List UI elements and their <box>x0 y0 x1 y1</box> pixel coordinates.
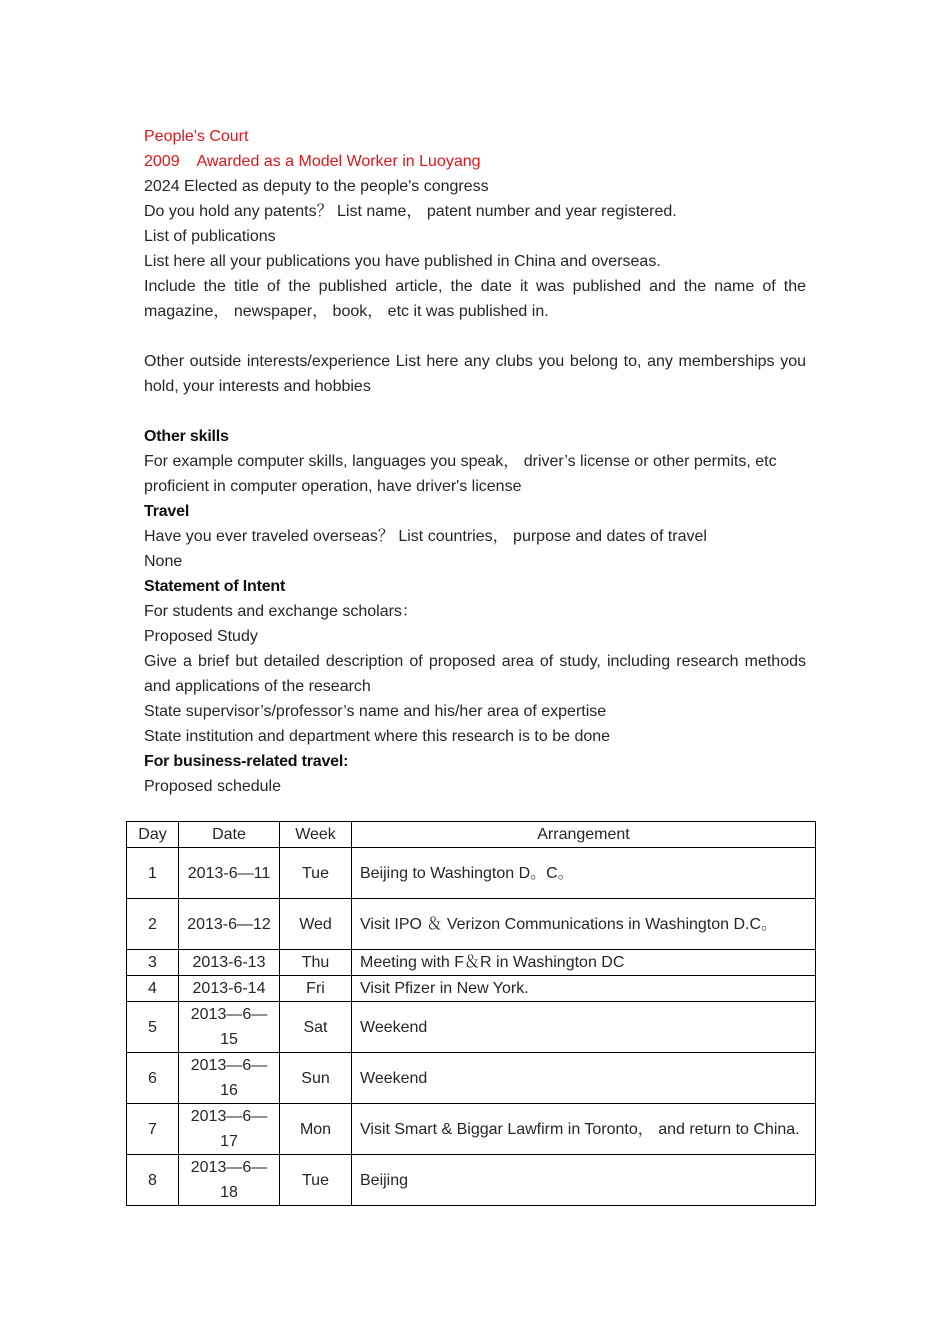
cell-week: Wed <box>280 899 352 950</box>
cell-week: Sun <box>280 1053 352 1104</box>
cell-date: 2013-6-13 <box>179 950 280 976</box>
institution-line: State institution and department where this research is to be done <box>144 728 611 745</box>
cell-day: 7 <box>127 1104 179 1155</box>
table-row <box>127 976 816 1002</box>
cell-arrangement: Beijing <box>352 1155 816 1206</box>
cell-date: 2013—6—16 <box>179 1053 280 1104</box>
cell-date: 2013—6—18 <box>179 1155 280 1206</box>
patents-question: Do you hold any patents？ List name， patent number and year registered. <box>144 203 677 220</box>
publications-heading: List of publications <box>144 228 276 245</box>
cell-arrangement: Beijing to Washington D。C。 <box>352 848 816 899</box>
intent-heading: Statement of Intent <box>144 578 286 595</box>
cell-arrangement: Visit IPO ＆ Verizon Communications in Washington D.C。 <box>352 899 816 950</box>
deputy-line: 2024 Elected as deputy to the people's congress <box>144 178 489 195</box>
skills-example: For example computer skills, languages you speak， driver’s license or other permits, etc <box>144 453 777 470</box>
skills-heading: Other skills <box>144 428 229 445</box>
document-body <box>144 124 811 799</box>
cell-day: 2 <box>127 899 179 950</box>
interests-paragraph: Other outside interests/experience List here any clubs you belong to, any memberships you hold, your interests and hobbies <box>144 353 811 395</box>
cell-week: Sat <box>280 1002 352 1053</box>
proposed-schedule: Proposed schedule <box>144 778 281 795</box>
cell-date: 2013-6—12 <box>179 899 280 950</box>
header-week: Week <box>280 822 352 848</box>
header-day: Day <box>127 822 179 848</box>
table-row <box>127 1053 816 1104</box>
cell-day: 3 <box>127 950 179 976</box>
intent-students: For students and exchange scholars： <box>144 603 418 620</box>
table-row <box>127 899 816 950</box>
cell-date: 2013—6—17 <box>179 1104 280 1155</box>
header-arrangement: Arrangement <box>352 822 816 848</box>
cell-day: 1 <box>127 848 179 899</box>
table-row <box>127 1104 816 1155</box>
cell-date: 2013-6-14 <box>179 976 280 1002</box>
table-row <box>127 950 816 976</box>
cell-arrangement: Visit Smart & Biggar Lawfirm in Toronto， and return to China. <box>352 1104 816 1155</box>
cell-day: 6 <box>127 1053 179 1104</box>
schedule-table <box>126 821 816 1206</box>
cell-week: Tue <box>280 1155 352 1206</box>
skills-answer: proficient in computer operation, have driver's license <box>144 478 522 495</box>
award-line: 2009 Awarded as a Model Worker in Luoyang <box>144 153 481 170</box>
cell-day: 5 <box>127 1002 179 1053</box>
proposed-study: Proposed Study <box>144 628 258 645</box>
table-row <box>127 1155 816 1206</box>
cell-date: 2013—6—15 <box>179 1002 280 1053</box>
cell-arrangement: Weekend <box>352 1053 816 1104</box>
cell-week: Tue <box>280 848 352 899</box>
cell-week: Fri <box>280 976 352 1002</box>
cell-week: Mon <box>280 1104 352 1155</box>
spacer <box>144 324 806 349</box>
publications-instruction: List here all your publications you have published in China and overseas. <box>144 253 661 270</box>
supervisor-line: State supervisor’s/professor’s name and his/her area of expertise <box>144 703 607 720</box>
cell-arrangement: Visit Pfizer in New York. <box>352 976 816 1002</box>
publications-include: Include the title of the published article, the date it was published and the name of the magazine， newspaper， book， etc it was published in. <box>144 278 811 320</box>
table-row <box>127 1002 816 1053</box>
cell-arrangement: Weekend <box>352 1002 816 1053</box>
travel-answer: None <box>144 553 183 570</box>
cell-date: 2013-6—11 <box>179 848 280 899</box>
cell-week: Thu <box>280 950 352 976</box>
table-row <box>127 848 816 899</box>
header-date: Date <box>179 822 280 848</box>
study-description: Give a brief but detailed description of proposed area of study, including research methods and applications of the research <box>144 653 811 695</box>
cell-arrangement: Meeting with F＆R in Washington DC <box>352 950 816 976</box>
cell-day: 4 <box>127 976 179 1002</box>
travel-heading: Travel <box>144 503 190 520</box>
court-line: People's Court <box>144 128 249 145</box>
table-header-row <box>127 822 816 848</box>
business-heading: For business-related travel: <box>144 753 349 770</box>
spacer <box>144 399 806 424</box>
cell-day: 8 <box>127 1155 179 1206</box>
travel-question: Have you ever traveled overseas？ List countries， purpose and dates of travel <box>144 528 707 545</box>
